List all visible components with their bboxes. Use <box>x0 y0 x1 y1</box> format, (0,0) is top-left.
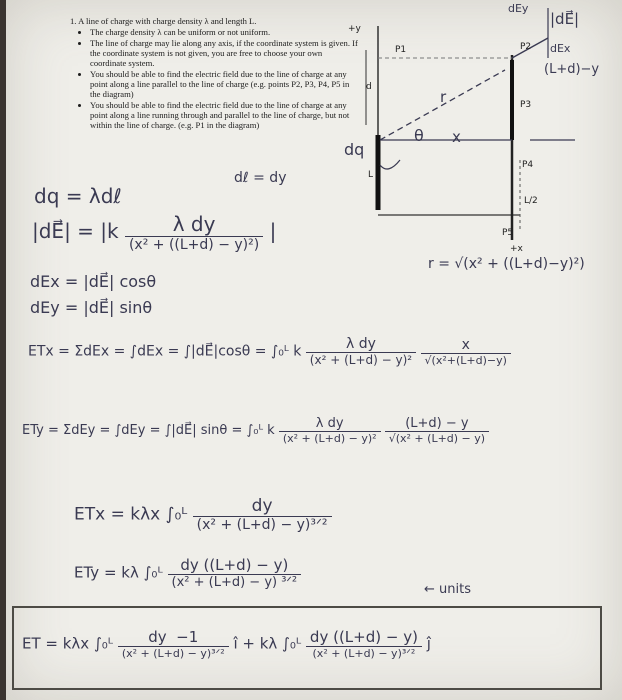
d-label: d <box>366 82 372 92</box>
y-axis-label: +y <box>348 24 361 34</box>
etx-fraction <box>306 336 416 367</box>
sin-denominator: √(x² + (L+d) − y) <box>388 432 486 445</box>
ety-numerator: λ dy <box>279 416 381 432</box>
theta-label: θ <box>414 126 424 145</box>
etx2-lhs: ETx = kλx ∫₀ᴸ <box>74 504 188 525</box>
de-fraction <box>125 212 263 253</box>
theta-arc <box>380 160 400 169</box>
ety2-lhs: ETy = kλ ∫₀ᴸ <box>74 563 163 582</box>
final-fraction-1 <box>118 628 229 660</box>
dl-label: dℓ = dy <box>234 170 287 186</box>
point-p1: P1 <box>395 45 407 55</box>
de-magnitude-equation: |dE⃗| = |k $\frac{\text{λ dy}}{\text{(x² + ((L+d) − y)²)}}$ | <box>32 212 277 253</box>
etx2-denominator: (x² + (L+d) − y)³ᐟ² <box>196 517 328 533</box>
ety-integral <box>74 556 301 590</box>
etx-integral <box>74 496 332 533</box>
final-answer <box>22 628 431 660</box>
ld-label: (L+d)−y <box>544 62 600 77</box>
bullet-item: • You should be able to find the electric field due to the line of charge at any point along a line running through and parallel to the line of charge, but not within the line of charge. (e.g. P1 in the diagram) <box>90 100 360 130</box>
dq-label: dq <box>344 140 365 159</box>
ety-fraction <box>279 416 381 445</box>
etx-lhs: ETx = ΣdEx = ∫dEx = ∫|dE⃗|cosθ = ∫₀ᴸ k <box>28 343 302 360</box>
l2-label: L/2 <box>524 196 538 206</box>
final-fraction-2 <box>306 628 422 660</box>
ety2-numerator: dy ((L+d) − y) <box>168 556 302 575</box>
bullet-item: • The charge density λ can be uniform or not uniform. <box>90 27 360 37</box>
bullet-item: • You should be able to find the electric field due to the line of charge at any point along a line parallel to the line of charge (e.g. points P2, P3, P4, P5 in the diagram) <box>90 69 360 99</box>
final-j-hat: ĵ <box>426 634 431 653</box>
final-numerator-1 <box>118 628 229 647</box>
final-minus-one: −1 <box>176 628 199 646</box>
dex-equation: dEx = |dE⃗| cosθ <box>30 272 157 291</box>
etx-sum-equation <box>28 336 511 367</box>
final-mid: î + kλ ∫₀ᴸ <box>233 634 302 653</box>
etx2-numerator: dy <box>193 496 332 517</box>
final-denominator-2: (x² + (L+d) − y)³ᐟ² <box>312 647 416 660</box>
dex-label: dEx <box>550 42 571 55</box>
cos-numerator: x <box>421 337 511 354</box>
de-label: |dE⃗| <box>550 10 580 28</box>
sin-numerator: (L+d) − y <box>385 416 489 432</box>
point-p3: P3 <box>520 100 532 110</box>
l-label: L <box>368 170 374 180</box>
dey-label: dEy <box>508 2 529 15</box>
dey-equation: dEy = |dE⃗| sinθ <box>30 298 153 317</box>
ety-denominator: (x² + (L+d) − y)² <box>282 432 377 445</box>
cos-denominator: √(x²+(L+d)−y) <box>424 353 507 367</box>
bullet-item: • The line of charge may lie along any axis, if the coordinate system is given. If the coordinate system is not given, you are free to choose your own coordinate system. <box>90 38 360 68</box>
ety-lhs: ETy = ΣdEy = ∫dEy = ∫|dE⃗| sinθ = ∫₀ᴸ k <box>22 423 275 438</box>
etx-numerator: λ dy <box>306 336 416 353</box>
ety2-fraction <box>168 556 302 590</box>
de-numerator: λ dy <box>125 212 263 237</box>
point-p2: P2 <box>520 42 532 52</box>
x-axis-label: +x <box>510 244 523 254</box>
de-lhs: |dE⃗| = |k <box>32 219 119 243</box>
dq-equation: dq = λdℓ <box>34 184 122 208</box>
etx-denominator: (x² + (L+d) − y)² <box>309 353 413 367</box>
r-equation: r = √(x² + ((L+d)−y)²) <box>428 256 585 272</box>
problem-title: 1. A line of charge with charge density λ and length L. <box>70 16 257 26</box>
etx2-fraction <box>193 496 332 533</box>
final-numerator-2: dy ((L+d) − y) <box>306 628 422 647</box>
de-denominator: (x² + ((L+d) − y)²) <box>128 237 260 253</box>
point-p5: P5 <box>502 228 514 238</box>
final-num1-text: dy <box>148 628 167 646</box>
point-p4: P4 <box>522 160 534 170</box>
ety-sum-equation <box>22 416 489 445</box>
sin-fraction <box>385 416 489 445</box>
units-note: ← units <box>424 582 471 597</box>
final-lhs: ET = kλx ∫₀ᴸ <box>22 634 114 653</box>
r-label: r <box>440 88 447 106</box>
x-label: x <box>452 128 461 146</box>
ety2-denominator: (x² + (L+d) − y) ³ᐟ² <box>171 575 298 590</box>
final-denominator-1: (x² + (L+d) − y)³ᐟ² <box>121 647 225 660</box>
cos-fraction <box>421 337 511 367</box>
